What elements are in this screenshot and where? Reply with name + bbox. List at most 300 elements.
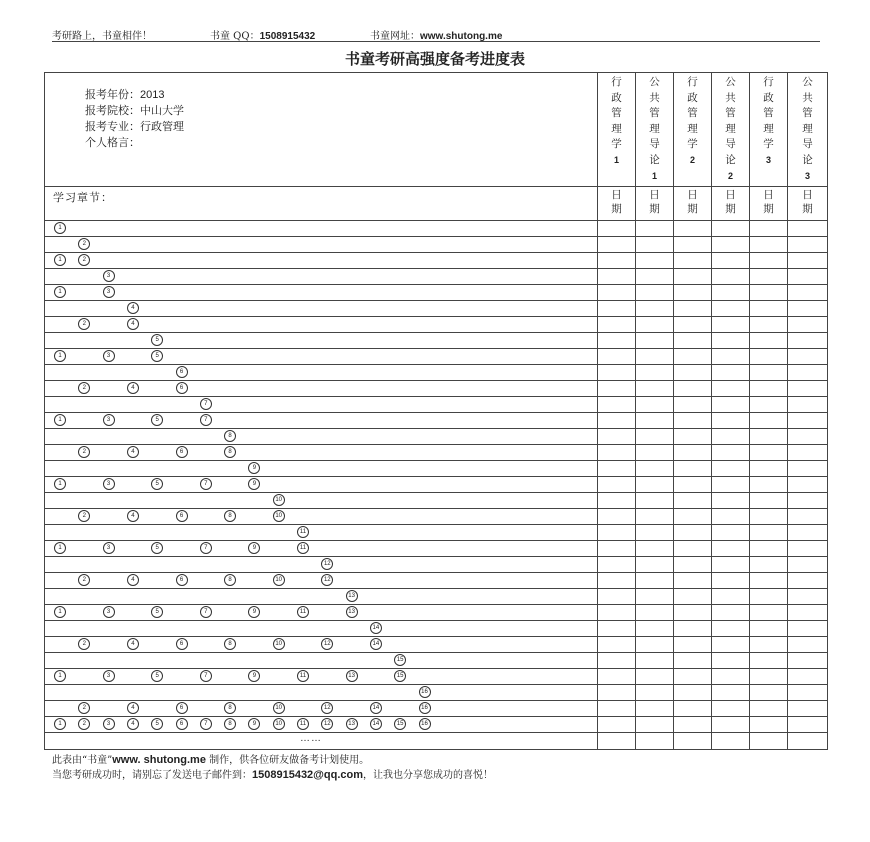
date-cell[interactable]	[674, 493, 712, 509]
date-cell[interactable]	[712, 733, 750, 750]
chapter-marker: 12	[321, 718, 333, 730]
date-cell[interactable]	[788, 733, 828, 750]
date-cell[interactable]	[598, 733, 636, 750]
chapter-marker: 4	[127, 302, 139, 314]
chapter-marker: 11	[297, 542, 309, 554]
date-cell[interactable]	[750, 429, 788, 445]
date-cell[interactable]	[750, 381, 788, 397]
date-cell[interactable]	[750, 285, 788, 301]
chapter-marker: 1	[54, 254, 66, 266]
date-cell[interactable]	[750, 605, 788, 621]
chapter-marker: 2	[78, 510, 90, 522]
date-cell[interactable]	[598, 701, 636, 717]
date-cell[interactable]	[598, 493, 636, 509]
date-cell[interactable]	[750, 413, 788, 429]
date-cell[interactable]	[788, 397, 828, 413]
chapter-marker: 10	[273, 638, 285, 650]
date-cell[interactable]	[750, 493, 788, 509]
date-cell[interactable]	[788, 317, 828, 333]
date-cell[interactable]	[712, 381, 750, 397]
date-cell[interactable]	[712, 589, 750, 605]
date-cell[interactable]	[598, 573, 636, 589]
date-cell[interactable]	[636, 525, 674, 541]
chapter-cell	[45, 525, 598, 541]
date-cell[interactable]	[674, 509, 712, 525]
chapter-marker: 2	[78, 318, 90, 330]
chapter-marker: 8	[224, 718, 236, 730]
schedule-row	[45, 717, 828, 733]
schedule-row	[45, 397, 828, 413]
date-cell[interactable]	[598, 461, 636, 477]
date-cell[interactable]	[750, 477, 788, 493]
date-cell[interactable]	[674, 301, 712, 317]
chapter-marker: 12	[321, 558, 333, 570]
header-qq-number: 1508915432	[259, 31, 316, 42]
ellipsis: ……	[300, 733, 322, 744]
date-cell[interactable]	[598, 685, 636, 701]
date-cell[interactable]	[712, 269, 750, 285]
date-cell[interactable]	[636, 413, 674, 429]
date-cell[interactable]	[750, 685, 788, 701]
chapter-header-row	[45, 187, 828, 221]
date-cell[interactable]	[712, 717, 750, 733]
chapter-marker: 6	[176, 718, 188, 730]
date-cell[interactable]	[674, 477, 712, 493]
school-value[interactable]: 中山大学	[140, 104, 184, 117]
date-cell[interactable]	[788, 221, 828, 237]
schedule-row	[45, 653, 828, 669]
date-cell[interactable]	[788, 365, 828, 381]
date-cell[interactable]	[750, 669, 788, 685]
date-cell[interactable]	[598, 525, 636, 541]
date-cell[interactable]	[674, 685, 712, 701]
schedule-row	[45, 637, 828, 653]
date-cell[interactable]	[788, 429, 828, 445]
date-cell[interactable]	[636, 221, 674, 237]
date-cell[interactable]	[674, 397, 712, 413]
date-cell[interactable]	[750, 221, 788, 237]
schedule-row	[45, 237, 828, 253]
date-cell[interactable]	[636, 269, 674, 285]
date-cell[interactable]	[788, 701, 828, 717]
date-cell[interactable]	[788, 445, 828, 461]
school-label: 报考院校：	[85, 104, 140, 117]
date-cell[interactable]	[788, 253, 828, 269]
date-cell[interactable]	[750, 589, 788, 605]
date-cell[interactable]	[598, 445, 636, 461]
date-cell[interactable]	[712, 237, 750, 253]
date-cell[interactable]	[598, 365, 636, 381]
date-cell[interactable]	[750, 253, 788, 269]
subject-header	[674, 73, 712, 187]
date-cell[interactable]	[750, 557, 788, 573]
chapter-cell	[45, 221, 598, 237]
date-cell[interactable]	[636, 557, 674, 573]
chapter-marker: 10	[273, 494, 285, 506]
subject-number: 3	[765, 154, 771, 165]
chapter-marker: 4	[127, 702, 139, 714]
date-cell[interactable]	[636, 381, 674, 397]
date-cell[interactable]	[712, 653, 750, 669]
date-cell[interactable]	[598, 397, 636, 413]
date-cell[interactable]	[712, 365, 750, 381]
date-cell[interactable]	[750, 509, 788, 525]
date-cell[interactable]	[598, 253, 636, 269]
chapter-marker: 4	[127, 638, 139, 650]
date-cell[interactable]	[598, 317, 636, 333]
date-cell[interactable]	[712, 429, 750, 445]
date-cell[interactable]	[712, 285, 750, 301]
chapter-marker: 2	[78, 238, 90, 250]
date-cell[interactable]	[712, 397, 750, 413]
date-cell[interactable]	[674, 445, 712, 461]
date-cell[interactable]	[636, 717, 674, 733]
date-cell[interactable]	[598, 653, 636, 669]
date-cell[interactable]	[598, 557, 636, 573]
date-cell[interactable]	[636, 333, 674, 349]
date-cell[interactable]	[674, 365, 712, 381]
subject-char: 政	[611, 91, 622, 104]
date-header: 日 期	[750, 187, 788, 221]
date-cell[interactable]	[788, 285, 828, 301]
chapter-marker: 6	[176, 702, 188, 714]
chapter-marker: 8	[224, 574, 236, 586]
date-cell[interactable]	[788, 685, 828, 701]
date-cell[interactable]	[788, 237, 828, 253]
date-cell[interactable]	[712, 541, 750, 557]
date-cell[interactable]	[712, 573, 750, 589]
schedule-row	[45, 253, 828, 269]
date-cell[interactable]	[636, 509, 674, 525]
chapter-marker: 2	[78, 702, 90, 714]
date-cell[interactable]	[788, 381, 828, 397]
date-cell[interactable]	[636, 669, 674, 685]
header-site-url[interactable]: www.shutong.me	[420, 31, 503, 42]
date-cell[interactable]	[750, 733, 788, 750]
chapter-marker: 16	[419, 702, 431, 714]
chapter-marker: 1	[54, 606, 66, 618]
subject-char: 理	[687, 122, 698, 135]
date-cell[interactable]	[674, 429, 712, 445]
schedule-row	[45, 573, 828, 589]
date-cell[interactable]	[636, 317, 674, 333]
date-cell[interactable]	[636, 653, 674, 669]
date-cell[interactable]	[788, 333, 828, 349]
date-cell[interactable]	[788, 413, 828, 429]
subject-char: 共	[725, 91, 736, 104]
date-cell[interactable]	[674, 621, 712, 637]
date-cell[interactable]	[788, 461, 828, 477]
date-cell[interactable]	[750, 541, 788, 557]
date-cell[interactable]	[636, 445, 674, 461]
date-cell[interactable]	[674, 525, 712, 541]
date-cell[interactable]	[598, 541, 636, 557]
date-cell[interactable]	[750, 349, 788, 365]
footer-text: ，让我也分享您成功的喜悦！	[363, 770, 494, 781]
date-cell[interactable]	[674, 637, 712, 653]
chapter-marker: 9	[248, 462, 260, 474]
date-cell[interactable]	[674, 589, 712, 605]
chapter-marker: 5	[151, 334, 163, 346]
subject-header	[712, 73, 750, 187]
date-cell[interactable]	[674, 717, 712, 733]
date-cell[interactable]	[788, 653, 828, 669]
subject-char: 理	[649, 122, 660, 135]
subject-char: 理	[763, 122, 774, 135]
date-cell[interactable]	[636, 685, 674, 701]
date-cell[interactable]	[750, 717, 788, 733]
date-cell[interactable]	[636, 733, 674, 750]
ellipsis-cell	[45, 733, 598, 750]
chapter-marker: 3	[103, 286, 115, 298]
date-cell[interactable]	[712, 349, 750, 365]
subject-number: 3	[804, 170, 810, 181]
date-cell[interactable]	[788, 621, 828, 637]
date-cell[interactable]	[750, 445, 788, 461]
date-cell[interactable]	[788, 301, 828, 317]
date-cell[interactable]	[712, 525, 750, 541]
date-cell[interactable]	[712, 669, 750, 685]
date-cell[interactable]	[712, 605, 750, 621]
date-cell[interactable]	[636, 461, 674, 477]
date-cell[interactable]	[636, 477, 674, 493]
date-cell[interactable]	[598, 621, 636, 637]
chapter-marker: 5	[151, 478, 163, 490]
date-cell[interactable]	[636, 429, 674, 445]
chapter-marker: 8	[224, 702, 236, 714]
date-cell[interactable]	[636, 621, 674, 637]
major-line	[85, 119, 597, 135]
chapter-cell	[45, 557, 598, 573]
date-cell[interactable]	[712, 509, 750, 525]
date-cell[interactable]	[636, 253, 674, 269]
chapter-cell	[45, 573, 598, 589]
date-cell[interactable]	[674, 333, 712, 349]
chapter-marker: 3	[103, 478, 115, 490]
date-cell[interactable]	[750, 333, 788, 349]
date-cell[interactable]	[750, 621, 788, 637]
chapter-marker: 1	[54, 286, 66, 298]
date-cell[interactable]	[598, 605, 636, 621]
date-cell[interactable]	[788, 573, 828, 589]
date-cell[interactable]	[674, 557, 712, 573]
date-cell[interactable]	[750, 701, 788, 717]
date-cell[interactable]	[712, 333, 750, 349]
schedule-row	[45, 413, 828, 429]
chapter-cell	[45, 509, 598, 525]
schedule-row	[45, 285, 828, 301]
date-cell[interactable]	[788, 349, 828, 365]
date-cell[interactable]	[788, 669, 828, 685]
chapter-cell	[45, 413, 598, 429]
date-cell[interactable]	[788, 477, 828, 493]
date-cell[interactable]	[788, 541, 828, 557]
chapter-marker: 11	[297, 718, 309, 730]
chapter-marker: 4	[127, 718, 139, 730]
schedule-row	[45, 701, 828, 717]
date-cell[interactable]	[750, 525, 788, 541]
date-cell[interactable]	[598, 381, 636, 397]
date-cell[interactable]	[674, 285, 712, 301]
date-cell[interactable]	[598, 509, 636, 525]
school-line	[85, 103, 597, 119]
date-cell[interactable]	[674, 733, 712, 750]
chapter-marker: 10	[273, 702, 285, 714]
date-cell[interactable]	[712, 301, 750, 317]
date-cell[interactable]	[674, 461, 712, 477]
date-cell[interactable]	[788, 717, 828, 733]
date-cell[interactable]	[750, 637, 788, 653]
date-cell[interactable]	[750, 365, 788, 381]
chapter-marker: 1	[54, 670, 66, 682]
date-cell[interactable]	[674, 237, 712, 253]
date-cell[interactable]	[750, 461, 788, 477]
chapter-marker: 6	[176, 382, 188, 394]
date-cell[interactable]	[788, 589, 828, 605]
date-cell[interactable]	[636, 397, 674, 413]
date-cell[interactable]	[674, 221, 712, 237]
chapter-marker: 5	[151, 350, 163, 362]
date-cell[interactable]	[750, 397, 788, 413]
subject-char: 行	[687, 76, 698, 88]
date-cell[interactable]	[750, 269, 788, 285]
date-cell[interactable]	[674, 653, 712, 669]
year-line	[85, 87, 597, 103]
date-cell[interactable]	[674, 317, 712, 333]
date-cell[interactable]	[598, 413, 636, 429]
date-cell[interactable]	[788, 269, 828, 285]
motto-label: 个人格言：	[85, 136, 140, 149]
date-cell[interactable]	[636, 589, 674, 605]
date-cell[interactable]	[788, 557, 828, 573]
date-cell[interactable]	[598, 669, 636, 685]
year-value[interactable]: 2013	[140, 89, 165, 101]
date-cell[interactable]	[712, 477, 750, 493]
chapter-marker: 1	[54, 478, 66, 490]
subject-char: 行	[763, 76, 774, 88]
footer-email[interactable]: 1508915432@qq.com	[252, 769, 364, 781]
date-cell[interactable]	[674, 413, 712, 429]
date-cell[interactable]	[674, 669, 712, 685]
date-cell[interactable]	[712, 221, 750, 237]
info-row	[45, 73, 828, 187]
date-cell[interactable]	[788, 605, 828, 621]
chapter-marker: 3	[103, 414, 115, 426]
subject-char: 政	[763, 91, 774, 104]
footer-line-1	[52, 751, 369, 766]
date-cell[interactable]	[636, 365, 674, 381]
date-cell[interactable]	[636, 301, 674, 317]
date-cell[interactable]	[712, 413, 750, 429]
footer-url[interactable]: www. shutong.me	[112, 754, 206, 766]
date-cell[interactable]	[674, 349, 712, 365]
chapter-marker: 12	[321, 638, 333, 650]
major-value[interactable]: 行政管理	[140, 120, 184, 133]
date-cell[interactable]	[598, 333, 636, 349]
date-cell[interactable]	[598, 285, 636, 301]
date-cell[interactable]	[674, 605, 712, 621]
date-cell[interactable]	[636, 701, 674, 717]
chapter-marker: 1	[54, 718, 66, 730]
chapter-cell	[45, 365, 598, 381]
date-cell[interactable]	[788, 525, 828, 541]
date-cell[interactable]	[598, 269, 636, 285]
schedule-row	[45, 429, 828, 445]
subject-char: 管	[802, 107, 813, 120]
date-cell[interactable]	[712, 461, 750, 477]
date-cell[interactable]	[598, 221, 636, 237]
date-cell[interactable]	[712, 621, 750, 637]
date-cell[interactable]	[636, 605, 674, 621]
date-cell[interactable]	[598, 237, 636, 253]
date-cell[interactable]	[636, 493, 674, 509]
date-cell[interactable]	[636, 637, 674, 653]
year-label: 报考年份：	[85, 88, 140, 101]
date-cell[interactable]	[598, 589, 636, 605]
date-cell[interactable]	[750, 573, 788, 589]
chapter-marker: 12	[321, 702, 333, 714]
date-cell[interactable]	[712, 493, 750, 509]
date-cell[interactable]	[712, 701, 750, 717]
date-cell[interactable]	[788, 637, 828, 653]
chapter-cell	[45, 253, 598, 269]
chapter-marker: 1	[54, 542, 66, 554]
date-cell[interactable]	[674, 573, 712, 589]
subject-char: 论	[725, 153, 736, 166]
date-cell[interactable]	[598, 477, 636, 493]
date-cell[interactable]	[598, 429, 636, 445]
chapter-marker: 4	[127, 446, 139, 458]
date-cell[interactable]	[788, 509, 828, 525]
date-cell[interactable]	[674, 541, 712, 557]
date-cell[interactable]	[598, 349, 636, 365]
date-cell[interactable]	[636, 237, 674, 253]
date-cell[interactable]	[598, 637, 636, 653]
date-cell[interactable]	[788, 493, 828, 509]
chapter-marker: 8	[224, 446, 236, 458]
date-cell[interactable]	[674, 381, 712, 397]
date-cell[interactable]	[712, 557, 750, 573]
subject-char: 论	[802, 153, 813, 166]
date-cell[interactable]	[636, 541, 674, 557]
subject-char: 公	[649, 76, 660, 88]
date-cell[interactable]	[636, 349, 674, 365]
subject-header	[750, 73, 788, 187]
major-label: 报考专业：	[85, 120, 140, 133]
date-cell[interactable]	[598, 301, 636, 317]
date-cell[interactable]	[674, 269, 712, 285]
date-cell[interactable]	[712, 445, 750, 461]
chapter-marker: 1	[54, 222, 66, 234]
date-cell[interactable]	[750, 301, 788, 317]
schedule-row	[45, 221, 828, 237]
date-cell[interactable]	[712, 685, 750, 701]
chapter-marker: 13	[346, 718, 358, 730]
date-cell[interactable]	[750, 317, 788, 333]
chapter-marker: 10	[273, 718, 285, 730]
date-cell[interactable]	[636, 573, 674, 589]
date-cell[interactable]	[712, 253, 750, 269]
chapter-marker: 15	[394, 654, 406, 666]
date-cell[interactable]	[750, 237, 788, 253]
date-cell[interactable]	[674, 701, 712, 717]
date-cell[interactable]	[636, 285, 674, 301]
date-cell[interactable]	[598, 717, 636, 733]
date-cell[interactable]	[712, 317, 750, 333]
date-cell[interactable]	[750, 653, 788, 669]
date-cell[interactable]	[674, 253, 712, 269]
date-cell[interactable]	[712, 637, 750, 653]
